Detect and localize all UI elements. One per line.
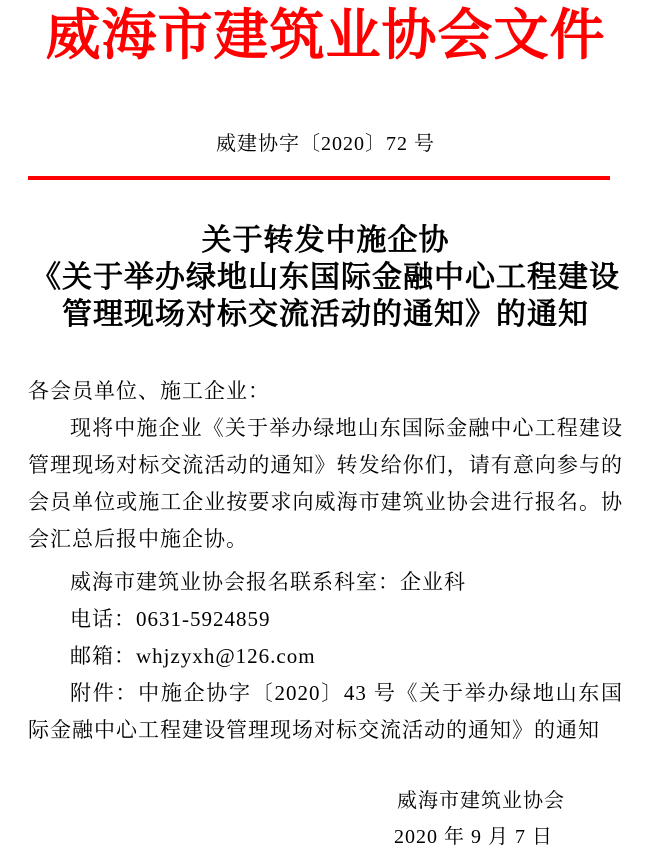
signature-org: 威海市建筑业协会 — [397, 790, 565, 812]
red-divider — [28, 176, 610, 180]
title-line-1: 关于转发中施企协 — [201, 224, 450, 257]
contact-email-line: 邮箱：whjzyxh@126.com — [70, 644, 316, 668]
paragraph-main: 现将中施企业《关于举办绿地山东国际金融中心工程建设管理现场对标交流活动的通知》转发给你们，请有意向参与的会员单位或施工企业按要求向威海市建筑业协会进行报名。协会汇总后报中施企协。 — [28, 416, 623, 551]
signature-date: 2020 年 9 月 7 日 — [394, 826, 553, 848]
document-body — [28, 373, 623, 749]
contact-phone-line: 电话：0631-5924859 — [70, 607, 271, 631]
contact-dept-line: 威海市建筑业协会报名联系科室：企业科 — [70, 570, 466, 594]
title-line-2: 《关于举办绿地山东国际金融中心工程建设 — [31, 261, 620, 294]
signature-block — [28, 783, 623, 855]
doc-number: 威建协字〔2020〕72 号 — [216, 133, 435, 155]
salutation: 各会员单位、施工企业： — [28, 379, 270, 403]
document-title — [28, 222, 623, 333]
org-title: 威海市建筑业协会文件 — [45, 5, 606, 66]
title-line-3: 管理现场对标交流活动的通知》的通知 — [62, 298, 589, 331]
attachment-note: 附件：中施企协字〔2020〕43 号《关于举办绿地山东国际金融中心工程建设管理现场对标交流活动的通知》的通知 — [28, 681, 623, 742]
